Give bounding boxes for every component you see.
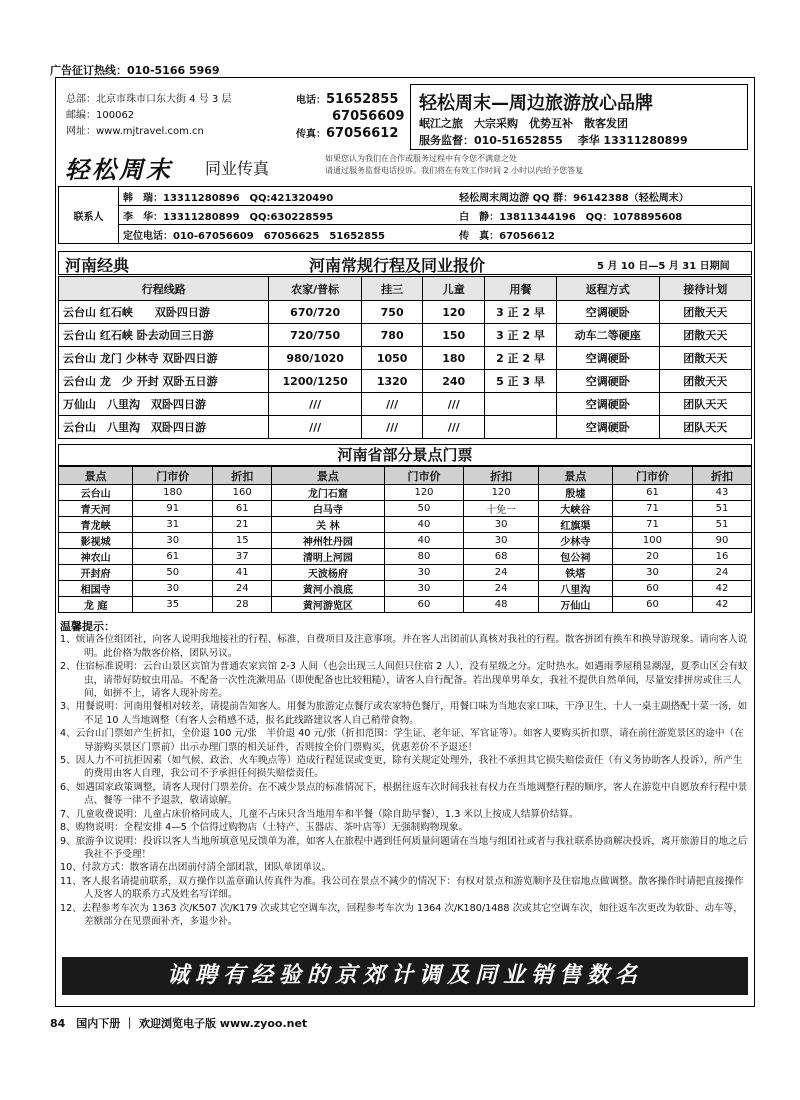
tip-item: 4、云台山门票如产生折扣，全价退 100 元/张 半价退 40 元/张（折扣范围：学生证、老年证、军官证等）。如客人要购买折扣票，请在前往游览景区的途中（在导游购买景区门票前）出示办理门票的相关证件，否则按全价门票购买，优惠差价不予退还！ — [60, 728, 744, 753]
route-cell: /// — [269, 393, 361, 416]
ticket-cell: 青龙峡 — [59, 517, 133, 533]
phone-block — [296, 92, 404, 143]
ticket-cell: 120 — [384, 485, 464, 501]
route-cell — [485, 416, 557, 439]
route-cell: 980/1020 — [269, 347, 361, 370]
ticket-cell: 61 — [133, 549, 213, 565]
ticket-cell: 60 — [612, 581, 692, 597]
brand-line2: 服务监督：010-51652855 李华 13311280899 — [419, 134, 688, 147]
recruit-banner: 诚聘有经验的京郊计调及同业销售数名 — [62, 957, 748, 995]
ticket-cell: 16 — [692, 549, 751, 565]
route-cell: /// — [361, 416, 423, 439]
route-cell: 2 正 2 早 — [485, 347, 557, 370]
route-cell: 180 — [423, 347, 485, 370]
route-cell: 720/750 — [269, 324, 361, 347]
tel1: 51652855 — [326, 92, 399, 107]
route-cell: 空调硬卧 — [556, 393, 659, 416]
people-r3a: 定位电话：010-67056609 67056625 51652855 — [119, 225, 456, 244]
tip-item: 12、去程参考车次为 1363 次/K507 次/K179 次或其它空调车次，回程参考车次为 1364 次/K180/1488 次或其它空调车次，如往返车次更改为软卧、动车等，差额部分在见票面补齐，多退少补。 — [60, 902, 743, 927]
ticket-cell: 40 — [384, 533, 464, 549]
ticket-cell: 42 — [692, 581, 751, 597]
ticket-cell: 云台山 — [59, 485, 133, 501]
ticket-cell: 60 — [384, 597, 464, 613]
section-center: 河南常规行程及同业报价 — [309, 256, 486, 275]
ticket-cell: 万仙山 — [538, 597, 612, 613]
route-cell: 1200/1250 — [269, 370, 361, 393]
tip-item: 5、因人力不可抗拒因素（如气候、政治、火车晚点等）造成行程延误或变更，除有关规定处理外，我社不承担其它损失赔偿责任（有义务协助客人投诉），所产生的费用由客人自理，我公司不予承担任何损失赔偿责任。 — [60, 755, 743, 780]
route-cell: 团散天天 — [659, 324, 751, 347]
ticket-cell: 91 — [133, 501, 213, 517]
ad-hotline: 广告征订热线：010-5166 5969 — [50, 64, 220, 77]
route-table — [58, 276, 752, 439]
people-r3b: 传 真：67056612 — [455, 225, 751, 244]
ticket-cell: 龙 庭 — [59, 597, 133, 613]
route-cell: 空调硬卧 — [556, 301, 659, 324]
website: 网址：www.mjtravel.com.cn — [66, 126, 204, 137]
route-row — [59, 347, 752, 370]
ticket-header-cell: 门市价 — [384, 467, 464, 485]
ticket-cell: 铁塔 — [538, 565, 612, 581]
fax-number: 67056612 — [326, 126, 399, 141]
ticket-row — [59, 485, 752, 501]
route-row — [59, 370, 752, 393]
people-r2a: 李 华：13311280899 QQ:630228595 — [119, 206, 456, 225]
complaint-notice: 如果您认为我们在合作或服务过程中有令您不满意之处 请通过服务监督电话投诉。我们将在有效工作时间 2 小时以内给予您答复 — [325, 154, 584, 175]
ticket-cell: 十免一 — [464, 501, 538, 517]
tip-item: 3、用餐说明：河南用餐相对较差，请提前告知客人。用餐为旅游定点餐厅或农家特色餐厅，用餐口味为当地农家口味，干净卫生，十人一桌主副搭配十菜一汤，如不足 10 人当地调整（有客人会稍感不适，报名此线路建议客人自己稍带食物。 — [60, 701, 748, 726]
route-cell: 120 — [423, 301, 485, 324]
contact-block — [66, 92, 231, 140]
zip: 邮编：100062 — [66, 110, 135, 121]
route-cell: 动车二等硬座 — [556, 324, 659, 347]
section-right: 5 月 10 日—5 月 31 日期间 — [597, 261, 730, 272]
tips-block — [60, 620, 750, 928]
ticket-row — [59, 533, 752, 549]
ticket-cell: 30 — [612, 565, 692, 581]
ticket-cell: 37 — [213, 549, 272, 565]
route-cell: 3 正 2 早 — [485, 301, 557, 324]
tickets-title: 河南省部分景点门票 — [58, 444, 752, 466]
route-cell: 云台山 红石峡 卧去动回三日游 — [59, 324, 269, 347]
ticket-cell: 神农山 — [59, 549, 133, 565]
ticket-cell: 31 — [133, 517, 213, 533]
ticket-cell: 20 — [612, 549, 692, 565]
route-header-cell: 儿童 — [423, 277, 485, 301]
route-cell: 云台山 龙 少 开封 双卧五日游 — [59, 370, 269, 393]
route-cell: 空调硬卧 — [556, 347, 659, 370]
route-cell: 云台山 八里沟 双卧四日游 — [59, 416, 269, 439]
ticket-cell: 红旗渠 — [538, 517, 612, 533]
ticket-cell: 白马寺 — [272, 501, 384, 517]
tip-item: 1、烦请各位组团社，向客人说明我地接社的行程、标准、自费项目及注意事项。并在客人出团前认真核对我社的行程。散客拼团有换车和换导游现象。请向客人说明。此价格为散客价格，团队另议。 — [60, 634, 748, 659]
route-row — [59, 301, 752, 324]
ticket-cell: 120 — [464, 485, 538, 501]
ticket-cell: 50 — [133, 565, 213, 581]
tickets-table — [58, 466, 752, 613]
route-row — [59, 393, 752, 416]
ticket-cell: 30 — [384, 581, 464, 597]
route-cell: 5 正 3 早 — [485, 370, 557, 393]
ticket-cell: 160 — [213, 485, 272, 501]
ticket-cell: 关 林 — [272, 517, 384, 533]
route-cell — [485, 393, 557, 416]
ticket-cell: 180 — [133, 485, 213, 501]
route-cell: 1050 — [361, 347, 423, 370]
ticket-cell: 相国寺 — [59, 581, 133, 597]
tip-item: 11、客人报名请提前联系，双方操作以盖章确认传真件为准。我公司在景点不减少的情况下：有权对景点和游览顺序及住宿地点做调整。散客操作时请把直接操作人及客人的联系方式及姓名写详细。 — [60, 875, 744, 901]
contact-table — [58, 186, 752, 244]
people-r2b: 白 静：13811344196 QQ：1078895608 — [455, 206, 751, 225]
ticket-header-cell: 折扣 — [213, 467, 272, 485]
route-cell: 空调硬卧 — [556, 416, 659, 439]
ticket-cell: 黄河游览区 — [272, 597, 384, 613]
ticket-cell: 42 — [692, 597, 751, 613]
route-row — [59, 324, 752, 347]
route-header-cell: 农家/普标 — [269, 277, 361, 301]
ticket-cell: 影视城 — [59, 533, 133, 549]
route-cell: 云台山 龙门 少林寺 双卧四日游 — [59, 347, 269, 370]
ticket-header-cell: 景点 — [59, 467, 133, 485]
ticket-cell: 43 — [692, 485, 751, 501]
ticket-row — [59, 581, 752, 597]
ticket-cell: 30 — [384, 565, 464, 581]
ticket-header-cell: 折扣 — [692, 467, 751, 485]
route-cell: 团散天天 — [659, 347, 751, 370]
ticket-cell: 30 — [464, 533, 538, 549]
people-r1a: 韩 瑞：13311280896 QQ:421320490 — [119, 187, 456, 206]
logo: 轻松周末 — [65, 155, 173, 184]
ticket-cell: 大峡谷 — [538, 501, 612, 517]
route-cell: 团散天天 — [659, 370, 751, 393]
route-cell: /// — [423, 416, 485, 439]
route-cell: 750 — [361, 301, 423, 324]
ticket-cell: 八里沟 — [538, 581, 612, 597]
ticket-cell: 50 — [384, 501, 464, 517]
tel-label: 电话： — [296, 95, 326, 106]
ticket-cell: 开封府 — [59, 565, 133, 581]
route-header-cell: 用餐 — [485, 277, 557, 301]
ticket-row — [59, 597, 752, 613]
ticket-row — [59, 549, 752, 565]
ticket-cell: 30 — [133, 533, 213, 549]
ticket-cell: 68 — [464, 549, 538, 565]
brand-line1: 岷江之旅 大宗采购 优势互补 散客发团 — [419, 117, 628, 130]
ticket-cell: 24 — [213, 581, 272, 597]
route-cell: 670/720 — [269, 301, 361, 324]
ticket-header-cell: 折扣 — [464, 467, 538, 485]
ticket-cell: 少林寺 — [538, 533, 612, 549]
ticket-cell: 天波杨府 — [272, 565, 384, 581]
ticket-cell: 28 — [213, 597, 272, 613]
ticket-cell: 殷墟 — [538, 485, 612, 501]
route-cell: 团队天天 — [659, 416, 751, 439]
ticket-cell: 48 — [464, 597, 538, 613]
ticket-cell: 90 — [692, 533, 751, 549]
route-cell: /// — [269, 416, 361, 439]
ticket-cell: 100 — [612, 533, 692, 549]
route-header-cell: 返程方式 — [556, 277, 659, 301]
tip-item: 8、购物说明：全程安排 4—5 个信得过购物店（土特产、玉器店、茶叶店等）无强制购物现象。 — [60, 822, 469, 834]
route-cell: 云台山 红石峡 双卧四日游 — [59, 301, 269, 324]
ticket-row — [59, 517, 752, 533]
ticket-cell: 24 — [692, 565, 751, 581]
ticket-cell: 龙门石窟 — [272, 485, 384, 501]
route-cell: 1320 — [361, 370, 423, 393]
ticket-cell: 30 — [464, 517, 538, 533]
route-cell: 240 — [423, 370, 485, 393]
ticket-cell: 51 — [692, 517, 751, 533]
ticket-cell: 24 — [464, 581, 538, 597]
route-cell: /// — [423, 393, 485, 416]
route-row — [59, 416, 752, 439]
ticket-cell: 51 — [692, 501, 751, 517]
ticket-cell: 清明上河园 — [272, 549, 384, 565]
ticket-cell: 71 — [612, 501, 692, 517]
route-cell: 团队天天 — [659, 393, 751, 416]
tip-item: 10、付款方式：散客请在出团前付清全部团款，团队单团单议。 — [60, 862, 332, 874]
ticket-cell: 包公祠 — [538, 549, 612, 565]
route-header-cell: 行程线路 — [59, 277, 269, 301]
ticket-cell: 71 — [612, 517, 692, 533]
tip-item: 2、住宿标准说明：云台山景区宾馆为普通农家宾馆 2-3 人间（也会出现三人间但只住宿 2 人），没有星级之分。定时热水。如遇雨季屋稍显潮湿，夏季山区会有蚊虫，请带好防蚊虫用品。不配备一次性洗漱用品（即使配备也比较粗糙），请客人自行配备。若出现单男单女，我社不提供自然单间，尽量安排拼房或住三人间，如拼不上，请客人现补房差。 — [60, 661, 748, 700]
route-header-cell: 挂三 — [361, 277, 423, 301]
tip-item: 6、如遇国家政策调整，请客人现付门票差价。在不减少景点的标准情况下，根据往返车次时间我社有权力在当地调整行程的顺序，客人在游览中自愿放弃行程中景点、餐等一律不予退款，敬请谅解。 — [60, 781, 748, 807]
ticket-header-cell: 门市价 — [612, 467, 692, 485]
page-footer: 84 国内下册 ｜ 欢迎浏览电子版 www.zyoo.net — [50, 1017, 308, 1030]
ticket-row — [59, 501, 752, 517]
tel2: 67056609 — [332, 109, 405, 124]
route-cell: 3 正 2 早 — [485, 324, 557, 347]
ticket-cell: 41 — [213, 565, 272, 581]
ticket-cell: 35 — [133, 597, 213, 613]
ticket-cell: 24 — [464, 565, 538, 581]
ticket-cell: 60 — [612, 597, 692, 613]
ticket-cell: 40 — [384, 517, 464, 533]
section-left: 河南经典 — [65, 256, 130, 275]
ticket-cell: 黄河小浪底 — [272, 581, 384, 597]
route-cell: /// — [361, 393, 423, 416]
ticket-cell: 30 — [133, 581, 213, 597]
ticket-cell: 61 — [213, 501, 272, 517]
route-cell: 万仙山 八里沟 双卧四日游 — [59, 393, 269, 416]
fax-title: 同业传真 — [205, 159, 270, 178]
fax-label: 传真： — [296, 129, 326, 140]
brand-title: 轻松周末—周边旅游放心品牌 — [419, 93, 653, 114]
ticket-cell: 21 — [213, 517, 272, 533]
people-label: 联系人 — [59, 187, 119, 244]
tip-item: 7、儿童收费说明：儿童占床价格同成人，儿童不占床只含当地用车和半餐（除自助早餐），1.3 米以上按成人结算价结算。 — [60, 808, 579, 820]
section-header — [58, 251, 752, 275]
tips-title: 温馨提示： — [60, 620, 115, 633]
route-cell: 780 — [361, 324, 423, 347]
route-cell: 空调硬卧 — [556, 370, 659, 393]
ticket-cell: 神州牡丹园 — [272, 533, 384, 549]
ticket-cell: 61 — [612, 485, 692, 501]
ticket-cell: 80 — [384, 549, 464, 565]
people-r1b: 轻松周末周边游 QQ 群：96142388（轻松周末） — [455, 187, 751, 206]
tip-item: 9、旅游争议说明：投诉以客人当地所填意见反馈单为准，如客人在旅程中遇到任何质量问题请在当地与组团社或者与我社联系协商解决投诉，离开旅游目的地之后我社不予受理！ — [60, 835, 748, 860]
ticket-header-cell: 门市价 — [133, 467, 213, 485]
address: 总部：北京市珠市口东大街 4 号 3 层 — [66, 94, 232, 105]
ticket-row — [59, 565, 752, 581]
route-cell: 团散天天 — [659, 301, 751, 324]
ticket-header-cell: 景点 — [538, 467, 612, 485]
ticket-cell: 15 — [213, 533, 272, 549]
ticket-cell: 青天河 — [59, 501, 133, 517]
route-cell: 150 — [423, 324, 485, 347]
route-header-cell: 接待计划 — [659, 277, 751, 301]
ticket-header-cell: 景点 — [272, 467, 384, 485]
brand-box — [410, 84, 748, 150]
